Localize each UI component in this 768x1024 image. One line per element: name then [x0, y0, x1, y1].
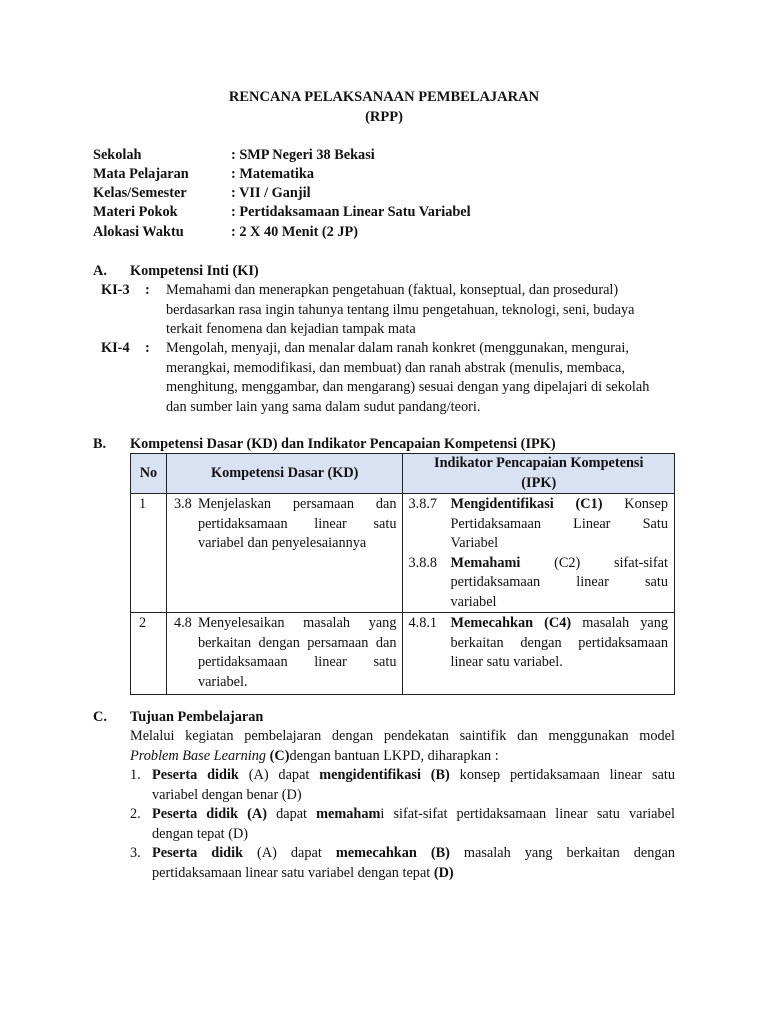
list-verb: memecahkan (B): [335, 845, 450, 861]
list-line: [152, 844, 675, 864]
kd-ipk-table: [130, 453, 675, 695]
list-marker: 1.: [130, 767, 141, 783]
intro-model: Problem Base Learning: [130, 747, 267, 764]
ki4-label: KI-4: [101, 340, 130, 356]
header-kd: Kompetensi Dasar (KD): [166, 454, 403, 494]
section-b-heading: [93, 435, 556, 455]
list-text: masalah yang berkaitan dengan: [449, 845, 675, 861]
ipk-text: Konsep: [602, 496, 668, 512]
list-verb: mengidentifikasi (B): [319, 767, 450, 783]
kd-number: 4.8: [173, 615, 192, 631]
ipk-cell: [403, 613, 675, 695]
list-subject: Peserta didik (A): [152, 806, 268, 822]
ipk-first-line: [450, 495, 668, 515]
list-verb: memaham: [316, 806, 381, 822]
identity-label: Kelas/Semester: [93, 185, 187, 201]
section-title: Tujuan Pembelajaran: [130, 709, 264, 725]
ipk-verb: Mengidentifikasi (C1): [450, 496, 603, 512]
ipk-first-line: [450, 554, 668, 574]
ipk-text: (C2) sifat-sifat: [520, 554, 668, 571]
row-number: 1: [131, 494, 167, 613]
header-no: No: [131, 454, 167, 494]
ipk-verb: Memecahkan (C4): [450, 615, 572, 631]
document-subtitle: (RPP): [365, 109, 403, 125]
header-ipk-line: (IPK): [521, 474, 557, 491]
table-row: [131, 613, 675, 695]
ipk-item: [403, 495, 674, 554]
ipk-code: 3.8.7: [408, 496, 438, 512]
header-ipk-line: Indikator Pencapaian Kompetensi: [434, 455, 644, 471]
intro-line: Melalui kegiatan pembelajaran dengan pendekatan saintifik dan menggunakan model: [130, 728, 675, 744]
kd-line: Menjelaskan persamaan dan: [197, 496, 397, 512]
identity-label: Mata Pelajaran: [93, 166, 189, 182]
ki4-line: dan sumber lain yang sama dalam sudut pandang/teori.: [166, 398, 481, 415]
ki3-line: berdasarkan rasa ingin tahunya tentang ilmu pengetahuan, teknologi, seni, budaya: [166, 301, 635, 318]
ipk-line: pertidaksamaan linear satu: [450, 574, 668, 590]
ipk-cell: [403, 494, 675, 613]
identity-value: : 2 X 40 Menit (2 JP): [231, 224, 359, 240]
kd-line: variabel.: [197, 673, 248, 690]
ki3-colon: :: [145, 282, 150, 298]
list-subject: Peserta didik: [152, 767, 239, 783]
list-marker: 3.: [130, 845, 141, 861]
ki3-text: [166, 281, 696, 340]
kd-cell: [166, 494, 403, 613]
ipk-item: [403, 614, 674, 673]
kd-line: berkaitan dengan persamaan dan: [197, 634, 397, 651]
kd-line: pertidaksamaan linear satu: [197, 515, 397, 532]
ipk-code: 4.8.1: [408, 615, 438, 631]
list-text: (A) dapat: [238, 767, 320, 783]
ipk-line: variabel: [450, 593, 497, 610]
list-line: dengan tepat (D): [152, 825, 249, 842]
kd-line: Menyelesaikan masalah yang: [197, 615, 397, 631]
identity-value: : Matematika: [231, 166, 314, 182]
kd-line: pertidaksamaan linear satu: [197, 654, 397, 670]
intro-code: (C): [266, 747, 290, 764]
ki3-label: KI-3: [101, 282, 130, 298]
identity-label: Materi Pokok: [93, 204, 178, 220]
section-c-heading: [93, 708, 263, 728]
ki3-line: Memahami dan menerapkan pengetahuan (faktual, konseptual, dan prosedural): [166, 282, 619, 298]
section-a-heading: [93, 262, 259, 282]
header-ipk: [403, 454, 675, 494]
ipk-line: berkaitan dengan pertidaksamaan: [450, 634, 668, 651]
identity-value: : VII / Ganjil: [231, 185, 311, 201]
section-title: Kompetensi Dasar (KD) dan Indikator Pencapaian Kompetensi (IPK): [130, 436, 556, 452]
ipk-verb: Memahami: [450, 554, 521, 571]
identity-label: Alokasi Waktu: [93, 224, 184, 240]
ipk-line: Pertidaksamaan Linear Satu: [450, 515, 668, 532]
section-number: A.: [93, 263, 107, 279]
ki4-text: [166, 339, 696, 417]
ipk-first-line: [450, 614, 668, 634]
list-criterion: (D): [433, 864, 454, 881]
list-line: variabel dengan benar (D): [152, 786, 302, 803]
section-number: C.: [93, 709, 107, 725]
list-line: [152, 864, 675, 884]
list-text: dapat: [267, 806, 317, 822]
ki4-line: Mengolah, menyaji, dan menalar dalam ranah konkret (menggunakan, mengurai,: [166, 340, 629, 356]
section-number: B.: [93, 436, 107, 452]
intro-line: [130, 747, 675, 767]
identity-label: Sekolah: [93, 147, 142, 163]
ipk-item: [403, 554, 674, 613]
identity-value: : Pertidaksamaan Linear Satu Variabel: [231, 204, 471, 220]
objective-intro: [130, 727, 675, 766]
list-text: i sifat-sifat pertidaksamaan linear satu variabel: [380, 806, 675, 822]
ki4-line: merangkai, memodifikasi, dan membuat) dan ranah abstrak (menulis, membaca,: [166, 359, 625, 376]
ipk-text: masalah yang: [571, 615, 668, 631]
section-title: Kompetensi Inti (KI): [130, 263, 259, 279]
list-text: (A) dapat: [243, 845, 336, 861]
ki4-colon: :: [145, 340, 150, 356]
identity-value: : SMP Negeri 38 Bekasi: [231, 147, 375, 163]
row-number: 2: [131, 613, 167, 695]
document-title: RENCANA PELAKSANAAN PEMBELAJARAN: [228, 89, 540, 105]
kd-number: 3.8: [173, 496, 192, 512]
list-subject: Peserta didik: [152, 845, 244, 861]
table-row: [131, 494, 675, 613]
ipk-line: Variabel: [450, 535, 499, 551]
table-header-row: [131, 454, 675, 494]
ki4-line: menghitung, menggambar, dan mengarang) sesuai dengan yang dipelajari di sekolah: [166, 379, 650, 395]
list-line: [152, 805, 675, 825]
ki3-line: terkait fenomena dan kejadian tampak mata: [166, 321, 416, 337]
intro-text: dengan bantuan LKPD, diharapkan :: [289, 747, 499, 764]
list-text: konsep pertidaksamaan linear satu: [449, 767, 675, 783]
list-marker: 2.: [130, 806, 141, 822]
ipk-code: 3.8.8: [408, 554, 438, 571]
list-text: pertidaksamaan linear satu variabel dengan tepat: [152, 864, 434, 881]
list-line: [152, 766, 675, 786]
kd-cell: [166, 613, 403, 695]
ipk-line: linear satu variabel.: [450, 654, 563, 670]
kd-line: variabel dan penyelesaiannya: [197, 535, 367, 551]
